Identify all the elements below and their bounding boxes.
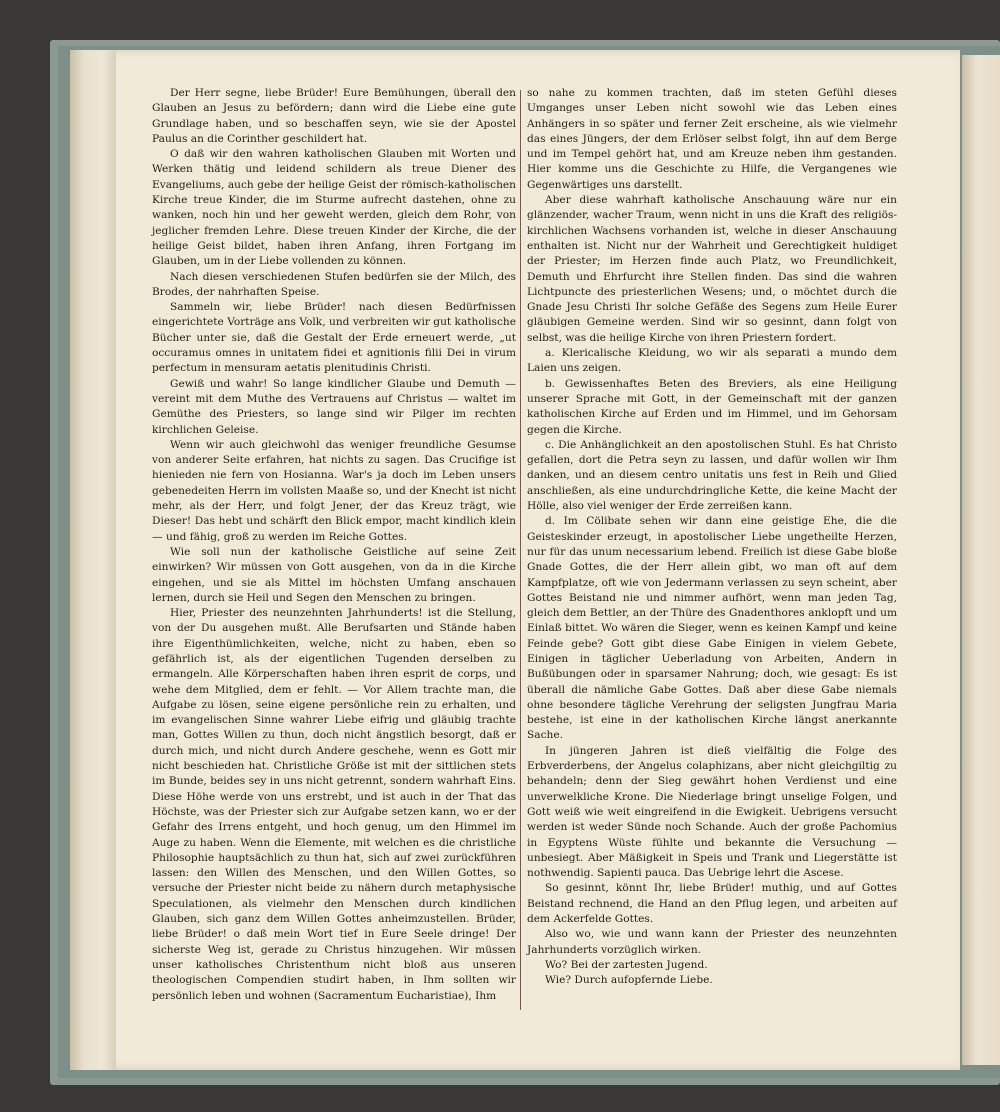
paragraph: Wie soll nun der katholische Geistliche auf seine Zeit einwirken? Wir müssen von Gott ausgehen, von da in die Kirche eingehen, und sie als Mittel im höchsten Umfang anschauen lernen, durch sie Heil und Segen den Menschen zu bringen. [152,545,516,604]
list-item: d. Im Cölibate sehen wir dann eine geistige Ehe, die die Geisteskinder erzeugt, in apostolischer Liebe ungetheilte Herzen, nur für das unum necessarium lebend. Freilich ist diese Gabe bloße Gnade Gottes, die der Herr allein gibt, wo man oft auf dem Kampfplatze, oft wie von Jedermann verlassen zu seyn scheint, aber Gottes Beistand nie und nimmer aufhört, wenn man jeden Tag, gleich dem Bettler, an der Thüre des Gnadenthores anklopft und um Einlaß bittet. Wo wären die Sieger, wenn es keinen Kampf und keine Feinde gebe? Gott gibt diese Gabe Einigen in vielem Gebete, Einigen in täglicher Ueberladung von Arbeiten, Andern in Bußübungen oder in sparsamer Nahrung; doch, wie gesagt: Es ist überall die nämliche Gabe Gottes. Daß aber diese Gabe niemals ohne besondere tägliche Verehrung der seligsten Jungfrau Maria bestehe, ist eine in der katholischen Kirche längst anerkannte Sache. [527,515,897,742]
paragraph: Also wo, wie und wann kann der Priester des neunzehnten Jahrhunderts vorzüglich wirken. [527,928,897,956]
next-page-edge [962,55,1000,1065]
paragraph: In jüngeren Jahren ist dieß vielfältig die Folge des Erbverderbens, der Angelus colaphizans, aber nicht gleichgiltig zu behandeln; denn der Sieg gewährt hohen Verdienst und eine unverwelkliche Krone. Die Niederlage bringt unselige Folgen, und Gott weiß wie weit eingreifend in die Ewigkeit. Uebrigens versucht werden ist weder Sünde noch Schande. Auch der große Pachomius in Egyptens Wüste fühlte und bekannte die Versuchung — unbesiegt. Aber Mäßigkeit in Speis und Trank und Liegerstätte ist nothwendig. Sapienti pauca. Das Uebrige lehrt die Ascese. [527,744,897,880]
column-divider [520,90,521,1010]
list-item: b. Gewissenhaftes Beten des Breviers, als eine Heiligung unserer Sprache mit Gott, in der Gemeinschaft mit der ganzen katholischen Kirche auf Erden und im Himmel, und im Gehorsam gegen die Kirche. [527,377,897,436]
left-text-column [152,86,516,1004]
paragraph: so nahe zu kommen trachten, daß im steten Gefühl dieses Umganges unser Leben nicht sowohl wie das Leben eines Anhängers in so später und ferner Zeit erscheine, als wie vielmehr das eines Jüngers, der dem Erlöser selbst folgt, ihn auf dem Berge und im Tempel gehört hat, und am Kreuze neben ihm gestanden. Hier komme uns die Geschichte zu Hilfe, die Vergangenes wie Gegenwärtiges uns darstellt. [527,87,897,191]
paragraph: Sammeln wir, liebe Brüder! nach diesen Bedürfnissen eingerichtete Vorträge ans Volk, und verbreiten wir gut katholische Bücher unter sie, daß die Gestalt der Erde erneuert werde, „ut occuramus omnes in unitatem fidei et agnitionis filii Dei in virum perfectum in mensuram aetatis plenitudinis Christi. [152,301,516,375]
paragraph: Wo? Bei der zartesten Jugend. [545,958,708,971]
paragraph: Aber diese wahrhaft katholische Anschauung wäre nur ein glänzender, wacher Traum, wenn nicht in uns die Kraft des religiös-kirchlichen Wachsens vorhanden ist, welche in dieser Anschauung enthalten ist. Nicht nur der Wahrheit und Gerechtigkeit huldiget der Priester; im Herzen finde auch Platz, wo Freundlichkeit, Demuth und Ehrfurcht ihre Stellen finden. Das sind die wahren Lichtpuncte des priesterlichen Wesens; und, o möchtet durch die Gnade Jesu Christi Ihr solche Gefäße des Segens zum Heile Eurer gläubigen Gemeine werden. Sind wir so gesinnt, dann folgt von selbst, was die heilige Kirche von ihren Priestern fordert. [527,194,897,344]
list-item: a. Klericalische Kleidung, wo wir als separati a mundo dem Laien uns zeigen. [527,347,897,375]
paragraph: Gewiß und wahr! So lange kindlicher Glaube und Demuth — vereint mit dem Muthe des Vertrauens auf Christus — waltet im Gemüthe des Priesters, so lange sind wir Pilger im rechten kirchlichen Geleise. [152,377,516,436]
right-text-column [527,86,897,989]
paragraph: Wenn wir auch gleichwohl das weniger freundliche Gesumse von anderer Seite erfahren, hat nichts zu sagen. Das Crucifige ist hienieden nie fern von Hosianna. War's ja doch im Leben unsers gebenedeiten Herrn im vollsten Maaße so, und der Knecht ist nicht mehr, als der Herr, und folgt Jener, der das Kreuz trägt, wie Dieser! Das hebt und schärft den Blick empor, macht kindlich klein — und fähig, groß zu werden im Reiche Gottes. [152,438,516,543]
list-item: c. Die Anhänglichkeit an den apostolischen Stuhl. Es hat Christo gefallen, dort die Petra seyn zu lassen, und dafür wollen wir Ihm danken, und an diesem centro unitatis uns fest in Reih und Glied anschließen, als eine undurchdringliche Kette, die keine Macht der Hölle, also viel weniger der Erde zerreißen kann. [527,438,897,513]
paragraph: So gesinnt, könnt Ihr, liebe Brüder! muthig, und auf Gottes Beistand rechnend, die Hand an den Pflug legen, und arbeiten auf dem Ackerfelde Gottes. [527,882,897,926]
paragraph: O daß wir den wahren katholischen Glauben mit Worten und Werken thätig und leidend schildern als treue Diener des Evangeliums, auch gebe der heilige Geist der römisch-katholischen Kirche treue Kinder, die im Sturme aufrecht dastehen, ohne zu wanken, noch hin und her geweht werden, gleich dem Rohr, von jeglicher fremden Lehre. Diese treuen Kinder der Kirche, die der heilige Geist bildet, haben ihren Anfang, ihren Fortgang im Glauben, um in der Liebe vollenden zu können. [152,148,516,268]
paragraph: Der Herr segne, liebe Brüder! Eure Bemühungen, überall den Glauben an Jesus zu befördern; dann wird die Liebe eine gute Grundlage haben, und so beschaffen seyn, wie sie der Apostel Paulus an die Corinther geschildert hat. [152,87,516,145]
paragraph: Hier, Priester des neunzehnten Jahrhunderts! ist die Stellung, von der Du ausgehen mußt. Alle Berufsarten und Stände haben ihre Eigenthümlichkeiten, welche, nicht zu haben, eben so gefährlich ist, als der eigentlichen Tugenden derselben zu ermangeln. Alle Körperschaften haben ihren esprit de corps, und wehe dem Mitglied, dem er fehlt. — Vor Allem trachte man, die Aufgabe zu lösen, seine eigene persönliche rein zu erhalten, und im evangelischen Sinne wahrer Liebe eifrig und gläubig trachte man, Gottes Willen zu thun, doch nicht ängstlich besorgt, daß er durch mich, und nicht durch Andere geschehe, wenn es Gott mir nicht beschieden hat. Christliche Größe ist mit der sittlichen stets im Bunde, beides sey in uns nicht getrennt, sondern wahrhaft Eins. Diese Höhe werde von uns erstrebt, und ist auch in der That das Höchste, was der Priester sich zur Aufgabe setzen kann, wo er der Gefahr des Irrens entgeht, und hoch genug, um den Himmel im Auge zu haben. Wenn die Elemente, mit welchen es die christliche Philosophie hauptsächlich zu thun hat, sich auf zwei zurückführen lassen: den Willen des Menschen, und den Willen Gottes, so versuche der Priester nicht beide zu nähern durch metaphysische Speculationen, als vielmehr den Menschen durch kindlichen Glauben, sich ganz dem Willen Gottes anheimzustellen. Brüder, liebe Brüder! o daß mein Wort tief in Eure Seele dringe! Der sicherste Weg ist, gerade zu Christus hinzugehen. Wir müssen unser katholisches Christenthum nicht bloß aus unseren theologischen Compendien studirt haben, in Ihm sollten wir persönlich leben und wohnen (Sacramentum Eucharistiae), Ihm [152,607,516,1002]
paragraph: Wie? Durch aufopfernde Liebe. [545,974,713,987]
book-gutter [70,50,116,1070]
paragraph: Nach diesen verschiedenen Stufen bedürfen sie der Milch, des Brodes, der nahrhaften Speise. [152,270,516,298]
